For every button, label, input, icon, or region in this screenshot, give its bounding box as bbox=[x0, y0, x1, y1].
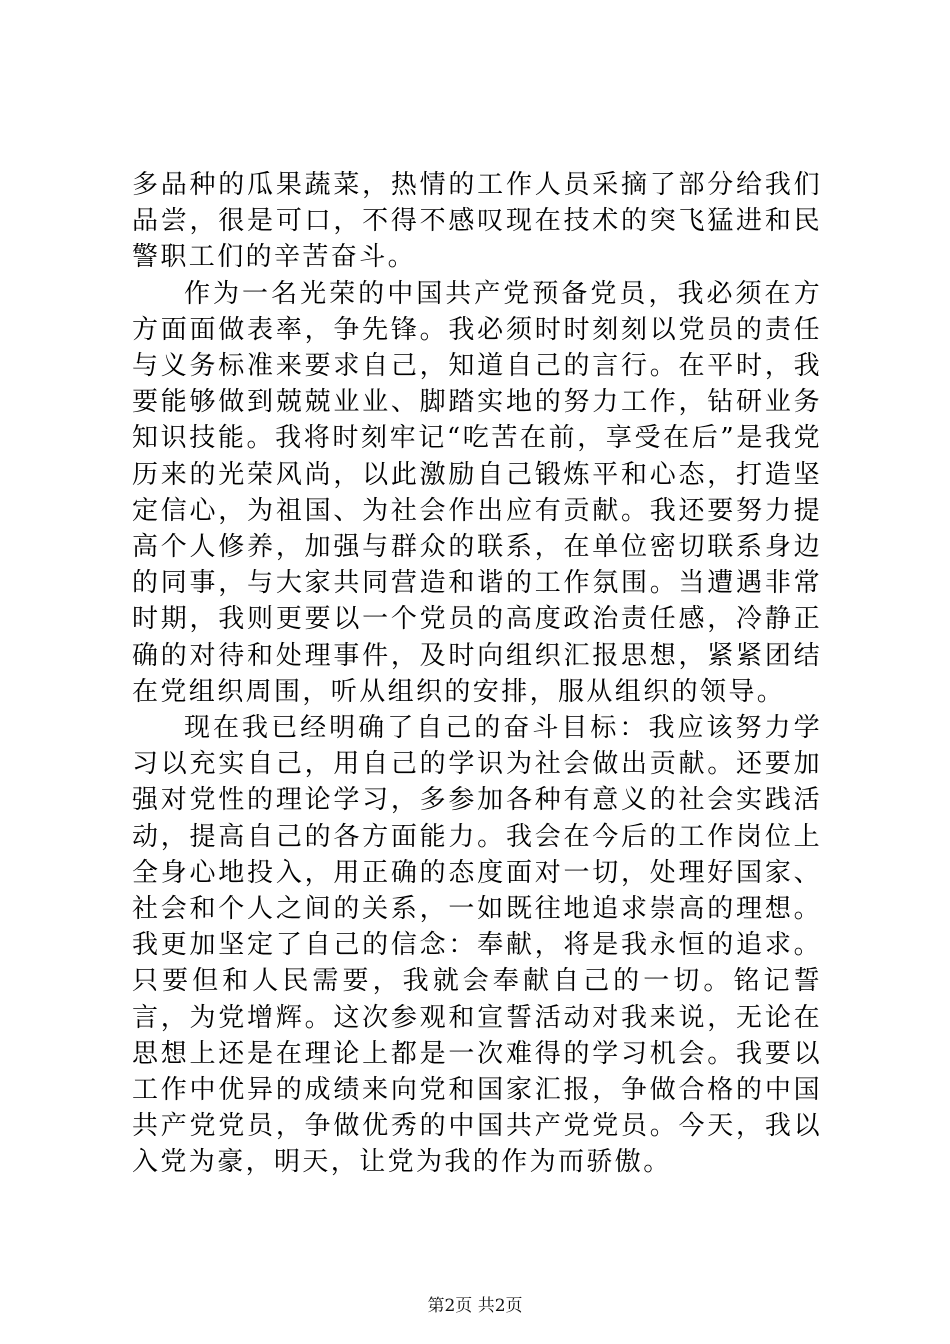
paragraph-continuation: 多品种的瓜果蔬菜，热情的工作人员采摘了部分给我们品尝，很是可口，不得不感叹现在技术的突飞猛进和民警职工们的辛苦奋斗。 bbox=[132, 170, 822, 273]
paragraph-goals: 现在我已经明确了自己的奋斗目标：我应该努力学习以充实自己，用自己的学识为社会做出贡献。还要加强对党性的理论学习，多参加各种有意义的社会实践活动，提高自己的各方面能力。我会在今后的工作岗位上全身心地投入，用正确的态度面对一切，处理好国家、社会和个人之间的关系，一如既往地追求崇高的理想。我更加坚定了自己的信念：奉献，将是我永恒的追求。只要但和人民需要，我就会奉献自己的一切。铭记誓言，为党增辉。这次参观和宣誓活动对我来说，无论在思想上还是在理论上都是一次难得的学习机会。我要以工作中优异的成绩来向党和国家汇报，争做合格的中国共产党党员，争做优秀的中国共产党党员。今天，我以入党为豪，明天，让党为我的作为而骄傲。 bbox=[132, 713, 822, 1178]
page-number-footer: 第2页 共2页 bbox=[427, 1296, 523, 1316]
body-text bbox=[132, 167, 822, 1181]
paragraph-party-member-duty: 作为一名光荣的中国共产党预备党员，我必须在方方面面做表率，争先锋。我必须时时刻刻以党员的责任与义务标准来要求自己，知道自己的言行。在平时，我要能够做到兢兢业业、脚踏实地的努力工作，钻研业务知识技能。我将时刻牢记“吃苦在前，享受在后”是我党历来的光荣风尚，以此激励自己锻炼平和心态，打造坚定信心，为祖国、为社会作出应有贡献。我还要努力提高个人修养，加强与群众的联系，在单位密切联系身边的同事，与大家共同营造和谐的工作氛围。当遭遇非常时期，我则更要以一个党员的高度政治责任感，冷静正确的对待和处理事件，及时向组织汇报思想，紧紧团结在党组织周围，听从组织的安排，服从组织的领导。 bbox=[132, 278, 822, 707]
